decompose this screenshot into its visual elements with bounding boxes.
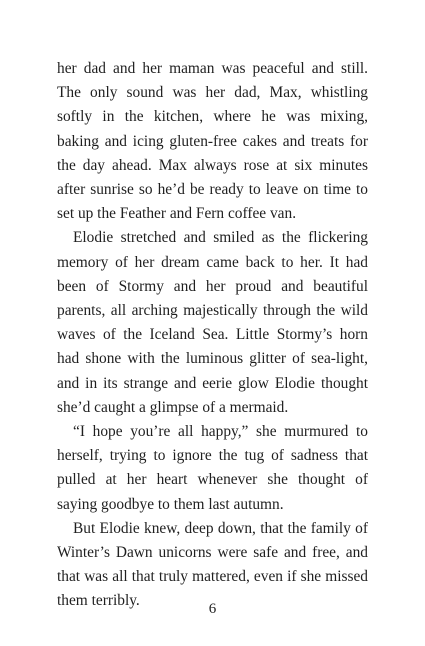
paragraph-3: “I hope you’re all happy,” she murmured to herself, trying to ignore the tug of sadness that pulled at her heart whenever she thought of saying goodbye to them last autumn.: [57, 423, 368, 513]
page-number: 6: [208, 601, 217, 617]
paragraph-1: her dad and her maman was peaceful and still. The only sound was her dad, Max, whistling softly in the kitchen, where he was mixing, baking and icing gluten-free cakes and treats for the day ahead. Max always rose at six minutes after sunrise so he’d be ready to leave on time to set up the Feather and Fern coffee van.: [57, 60, 368, 223]
paragraph-4: But Elodie knew, deep down, that the family of Winter’s Dawn unicorns were safe and free, and that was all that truly mattered, even if she missed them terribly.: [57, 519, 368, 610]
page-body: [57, 57, 368, 614]
paragraph-2: Elodie stretched and smiled as the flickering memory of her dream came back to her. It had been of Stormy and her proud and beautiful parents, all arching majestically through the wild waves of the Iceland Sea. Little Stormy’s horn had shone with the luminous glitter of sea-light, and in its strange and eerie glow Elodie thought she’d caught a glimpse of a mermaid.: [57, 229, 368, 416]
